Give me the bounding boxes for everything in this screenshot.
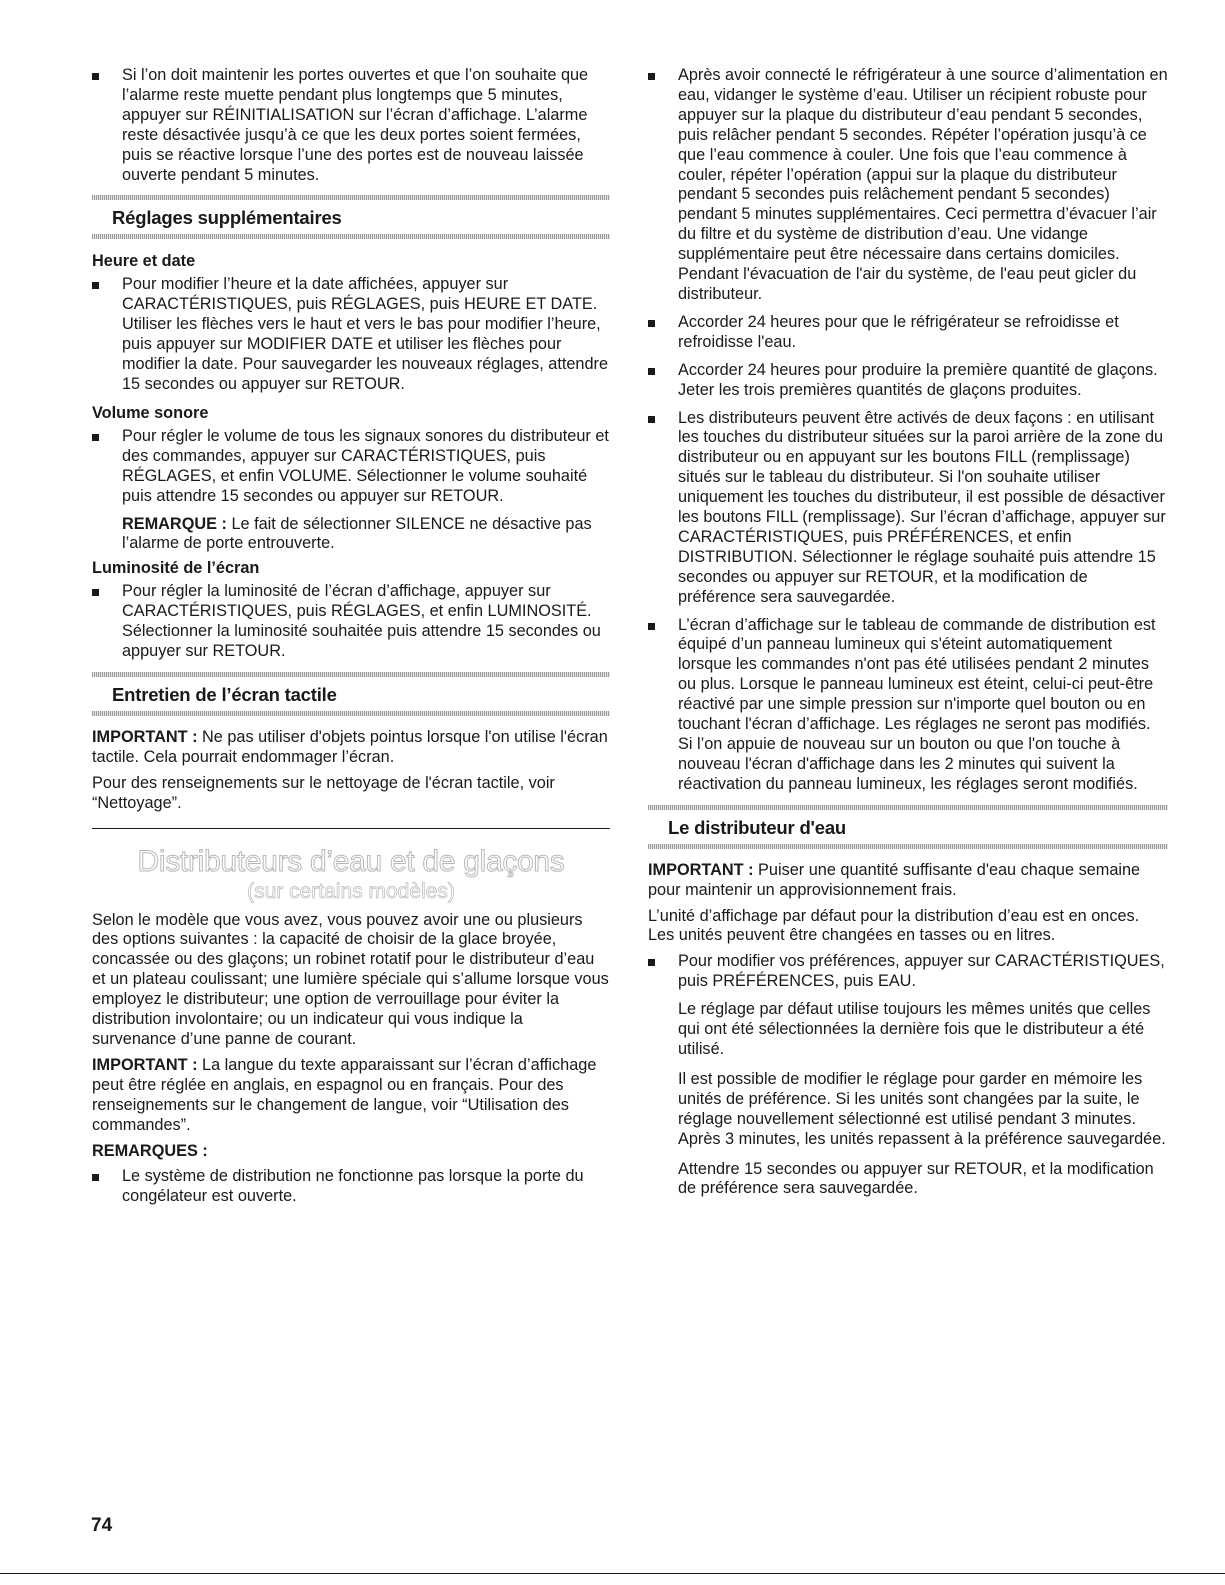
important-label: IMPORTANT : — [92, 727, 198, 746]
important-text: Ne pas utiliser d'objets pointus lorsque l'on utilise l'écran tactile. Cela pourrait endommager l’écran. — [92, 727, 608, 766]
unite-paragraph: L’unité d’affichage par défaut pour la distribution d’eau est en onces. Les unités peuvent être changées en tasses ou en litres. — [648, 906, 1140, 945]
important-paragraph — [648, 861, 1168, 901]
list-item — [92, 275, 610, 394]
list-item — [648, 409, 1168, 608]
bullet-text: Pour modifier vos préférences, appuyer sur CARACTÉRISTIQUES, puis PRÉFÉRENCES, puis EAU. — [678, 952, 1165, 991]
important-paragraph — [92, 1056, 610, 1136]
chapter-title: Distributeurs d’eau et de glaçons — [137, 844, 565, 878]
bullet-text: Les distributeurs peuvent être activés de deux façons : en utilisant les touches du distributeur situées sur la paroi arrière de la zone du distributeur ou en appuyant sur les boutons FILL (remplissage) situés sur le tableau du distributeur. Si l'on souhaite utiliser uniquement les touches du distributeur, il est possible de désactiver les boutons FILL (remplissage). Sur l’écran d’affichage, appuyer sur CARACTÉRISTIQUES, puis PRÉFÉRENCES, et enfin DISTRIBUTION. Sélectionner le réglage souhaité puis attendre 15 secondes ou appuyer sur RETOUR, et la modification de préférence sera sauvegardée. — [678, 408, 1166, 606]
list-item — [648, 313, 1168, 353]
subheading-luminosite: Luminosité de l’écran — [92, 559, 260, 578]
section-title: Entretien de l’écran tactile — [112, 683, 337, 705]
page-number: 74 — [91, 1515, 113, 1536]
selon-paragraph: Selon le modèle que vous avez, vous pouvez avoir une ou plusieurs des options suivantes : la capacité de choisir de la glace broyée, concassée ou des glaçons; un robinet rotatif pour le distributeur d’eau et un plateau coulissant; une lumière spéciale qui s’allume lorsque vous employez le distributeur; une option de verrouillage pour éviter la distribution involontaire; ou un indicateur qui vous indique la survenance d’une panne de courant. — [92, 910, 609, 1048]
bullet-text: Pour modifier l’heure et la date affichées, appuyer sur CARACTÉRISTIQUES, puis RÉGLAGES, puis HEURE ET DATE. Utiliser les flèches vers le haut et vers le bas pour modifier l’heure, puis appuyer sur MODIFIER DATE et utiliser les flèches pour modifier la date. Pour sauvegarder les nouveaux réglages, attendre 15 secondes ou appuyer sur RETOUR. — [122, 275, 609, 393]
bullet-text: Accorder 24 heures pour que le réfrigérateur se refroidisse et refroidisse l'eau. — [678, 312, 1119, 351]
section-header-reglages — [92, 195, 610, 239]
bullet-text: Le système de distribution ne fonctionne pas lorsque la porte du congélateur est ouverte. — [122, 1167, 584, 1206]
left-column — [92, 66, 610, 1215]
indented-note: Il est possible de modifier le réglage pour garder en mémoire les unités de préférence. Si les unités sont changées par la suite, le réglage nouvellement sélectionné est utilisé pendant 3 minutes. Après 3 minutes, les unités repassent à la préférence sauvegardée. — [678, 1069, 1166, 1148]
important-text: Puiser une quantité suffisante d'eau chaque semaine pour maintenir un approvisionnement frais. — [648, 860, 1141, 899]
bottom-rule — [0, 1573, 1225, 1574]
list-item — [648, 952, 1168, 992]
important-paragraph — [92, 728, 610, 768]
divider — [92, 711, 610, 716]
bullet-text: Pour régler la luminosité de l’écran d’affichage, appuyer sur CARACTÉRISTIQUES, puis RÉGLAGES, et enfin LUMINOSITÉ. Sélectionner la luminosité souhaitée puis attendre 15 secondes ou appuyer sur RETOUR. — [122, 582, 601, 661]
chapter-subtitle: (sur certains modèles) — [247, 879, 455, 903]
intro-bullet-text: Si l’on doit maintenir les portes ouvertes et que l’on souhaite que l’alarme reste muette pendant plus longtemps que 5 minutes, appuyer sur RÉINITIALISATION sur l’écran d’affichage. L’alarme reste désactivée jusqu’à ce que les deux portes soient fermées, puis se réactive lorsque l’une des portes est de nouveau laissée ouverte pendant 5 minutes. — [122, 66, 589, 184]
remarque-label: REMARQUE : — [122, 514, 227, 533]
remarque-text: Le fait de sélectionner SILENCE ne désactive pas l’alarme de porte entrouverte. — [122, 514, 592, 553]
section-header-distributeur — [648, 805, 1168, 849]
section-title: Le distributeur d'eau — [668, 816, 847, 838]
list-item — [648, 66, 1168, 305]
divider — [92, 234, 610, 239]
section-header-entretien — [92, 672, 610, 716]
indented-note: Le réglage par défaut utilise toujours les mêmes unités que celles qui ont été sélectionnées la dernière fois que le distributeur a été utilisé. — [678, 1000, 1151, 1058]
remarques-heading — [92, 1142, 610, 1162]
right-column — [648, 66, 1168, 1205]
list-item — [92, 1167, 610, 1207]
list-item — [648, 361, 1168, 401]
subheading-volume: Volume sonore — [92, 403, 209, 422]
remarque-note — [92, 515, 610, 555]
list-item — [92, 427, 610, 507]
list-item — [648, 616, 1168, 795]
nettoyage-paragraph: Pour des renseignements sur le nettoyage de l'écran tactile, voir “Nettoyage”. — [92, 773, 555, 812]
remarques-label: REMARQUES : — [92, 1141, 208, 1160]
important-label: IMPORTANT : — [92, 1055, 198, 1074]
bullet-text: Pour régler le volume de tous les signaux sonores du distributeur et des commandes, appuyer sur CARACTÉRISTIQUES, puis RÉGLAGES, et enfin VOLUME. Sélectionner le volume souhaité puis attendre 15 secondes ou appuyer sur RETOUR. — [122, 426, 609, 505]
important-label: IMPORTANT : — [648, 860, 754, 879]
bullet-text: Accorder 24 heures pour produire la première quantité de glaçons. Jeter les trois premières quantités de glaçons produites. — [678, 360, 1158, 399]
horizontal-rule — [92, 828, 610, 829]
list-item — [92, 582, 610, 662]
section-title: Réglages supplémentaires — [112, 207, 342, 229]
indented-note: Attendre 15 secondes ou appuyer sur RETOUR, et la modification de préférence sera sauvegardée. — [678, 1159, 1154, 1198]
subheading-heure-date: Heure et date — [92, 252, 196, 271]
bullet-text: L’écran d’affichage sur le tableau de commande de distribution est équipé d’un panneau lumineux qui s'éteint automatiquement lorsque les commandes n'ont pas été utilisées pendant 2 minutes ou plus. Lorsque le panneau lumineux est éteint, celui-ci peut-être réactivé par une simple pression sur n'importe quel bouton ou en touchant l'écran d’affichage. Les réglages ne seront pas modifiés. Si l’on appuie de nouveau sur un bouton ou que l'on touche à nouveau l'écran d'affichage dans les 2 minutes qui suivent la réactivation du panneau lumineux, les réglages seront modifiés. — [678, 615, 1156, 793]
bullet-text: Après avoir connecté le réfrigérateur à une source d’alimentation en eau, vidanger le système d’eau. Utiliser un récipient robuste pour appuyer sur la plaque du distributeur d’eau pendant 5 secondes, puis relâcher pendant 5 secondes. Répéter l’opération jusqu’à ce que l’eau commence à couler. Une fois que l’eau commence à couler, répéter l’opération (appui sur la plaque du distributeur pendant 5 secondes puis relâchement pendant 5 secondes) pendant 5 minutes supplémentaires. Ceci permettra d’évacuer l’air du filtre et du système de distribution d’eau. Une vidange supplémentaire peut être nécessaire dans certains domiciles. Pendant l'évacuation de l'air du système, de l'eau peut gicler du distributeur. — [678, 66, 1168, 303]
important-text: La langue du texte apparaissant sur l’écran d’affichage peut être réglée en anglais, en espagnol ou en français. Pour des renseignements sur le changement de langue, voir “Utilisation des commandes”. — [92, 1055, 597, 1134]
list-item — [92, 66, 610, 185]
divider — [648, 844, 1168, 849]
